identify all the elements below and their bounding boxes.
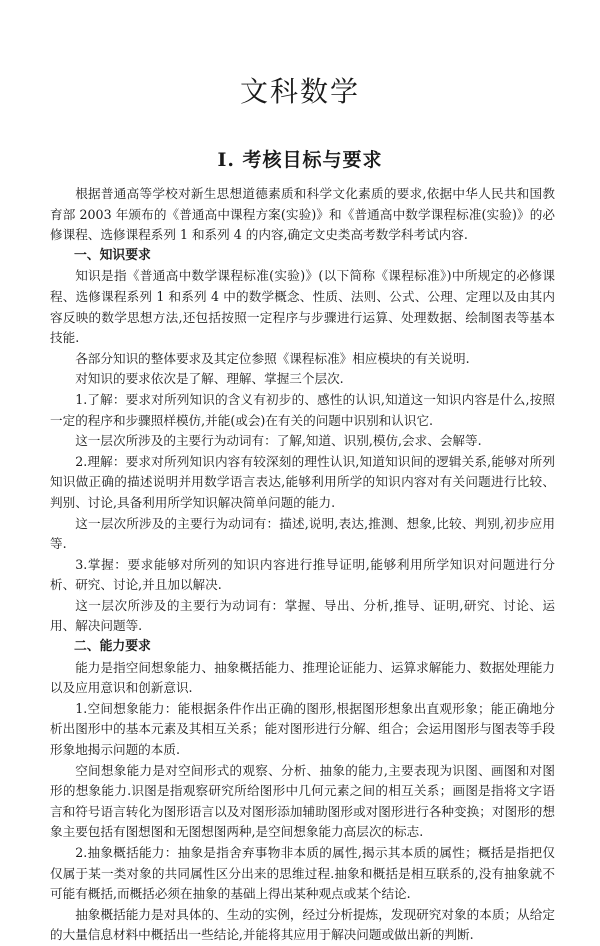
section-heading: Ⅰ. 考核目标与要求: [217, 149, 383, 171]
intro-paragraph: 根据普通高等学校对新生思想道德素质和科学文化素质的要求,依据中华人民共和国教育部 2003 年颁布的《普通高中课程方案(实验)》和《普通高中数学课程标准(实验)》的必修课程、选修课程系列 1 和系列 4 的内容,确定文史类高考数学科考试内容.: [50, 186, 555, 243]
knowledge-paragraph: 对知识的要求依次是了解、理解、掌握三个层次.: [75, 371, 344, 387]
document-body: [50, 184, 555, 946]
knowledge-paragraph: 2.理解：要求对所列知识内容有较深刻的理性认识,知道知识间的逻辑关系,能够对所列知识做正确的描述说明并用数学语言表达,能够利用所学的知识内容对有关问题进行比较、判别、讨论,具备利用所学知识解决简单问题的能力.: [50, 453, 555, 510]
knowledge-requirements-heading: 一、知识要求: [74, 247, 151, 263]
knowledge-paragraph: 1.了解：要求对所列知识的含义有初步的、感性的认识,知道这一知识内容是什么,按照一定的程序和步骤照样模仿,并能(或会)在有关的问题中识别和认识它.: [50, 391, 555, 428]
ability-paragraph: 抽象概括能力是对具体的、生动的实例，经过分析提炼，发现研究对象的本质；从给定的大量信息材料中概括出一些结论,并能将其应用于解决问题或做出新的判断.: [50, 906, 555, 943]
ability-paragraph: 能力是指空间想象能力、抽象概括能力、推理论证能力、运算求解能力、数据处理能力以及应用意识和创新意识.: [50, 659, 555, 696]
knowledge-paragraph: 这一层次所涉及的主要行为动词有：掌握、导出、分析,推导、证明,研究、讨论、运用、解决问题等.: [50, 597, 555, 634]
document-title: 文科数学: [239, 75, 360, 108]
ability-paragraph: 空间想象能力是对空间形式的观察、分析、抽象的能力,主要表现为识图、画图和对图形的想象能力.识图是指观察研究所给图形中几何元素之间的相互关系；画图是指将文字语言和符号语言转化为图形语言以及对图形添加辅助图形或对图形进行各种变换；对图形的想象主要包括有图想图和无图想图两种,是空间想象能力高层次的标志.: [50, 762, 555, 840]
knowledge-paragraph: 知识是指《普通高中数学课程标准(实验)》(以下简称《课程标准》)中所规定的必修课程、选修课程系列 1 和系列 4 中的数学概念、性质、法则、公式、公理、定理以及由其内容反映的数学思想方法,还包括按照一定程序与步骤进行运算、处理数据、绘制图表等基本技能.: [50, 268, 555, 346]
knowledge-paragraph: 这一层次所涉及的主要行为动词有：描述,说明,表达,推测、想象,比较、判别,初步应用等.: [50, 515, 555, 552]
knowledge-paragraph: 这一层次所涉及的主要行为动词有：了解,知道、识别,模仿,会求、会解等.: [75, 433, 482, 449]
knowledge-paragraph: 各部分知识的整体要求及其定位参照《课程标准》相应模块的有关说明.: [75, 350, 470, 366]
ability-paragraph: 1.空间想象能力：能根据条件作出正确的图形,根据图形想象出直观形象；能正确地分析出图形中的基本元素及其相互关系；能对图形进行分解、组合；会运用图形与图表等手段形象地揭示问题的本质.: [50, 700, 555, 758]
ability-requirements-heading: 二、能力要求: [74, 639, 151, 655]
knowledge-paragraph: 3.掌握：要求能够对所列的知识内容进行推导证明,能够利用所学知识对问题进行分析、研究、讨论,并且加以解决.: [50, 556, 555, 593]
ability-paragraph: 2.抽象概括能力：抽象是指舍弃事物非本质的属性,揭示其本质的属性；概括是指把仅仅属于某一类对象的共同属性区分出来的思维过程.抽象和概括是相互联系的,没有抽象就不可能有概括,而概括必须在抽象的基础上得出某种观点或某个结论.: [50, 845, 555, 902]
